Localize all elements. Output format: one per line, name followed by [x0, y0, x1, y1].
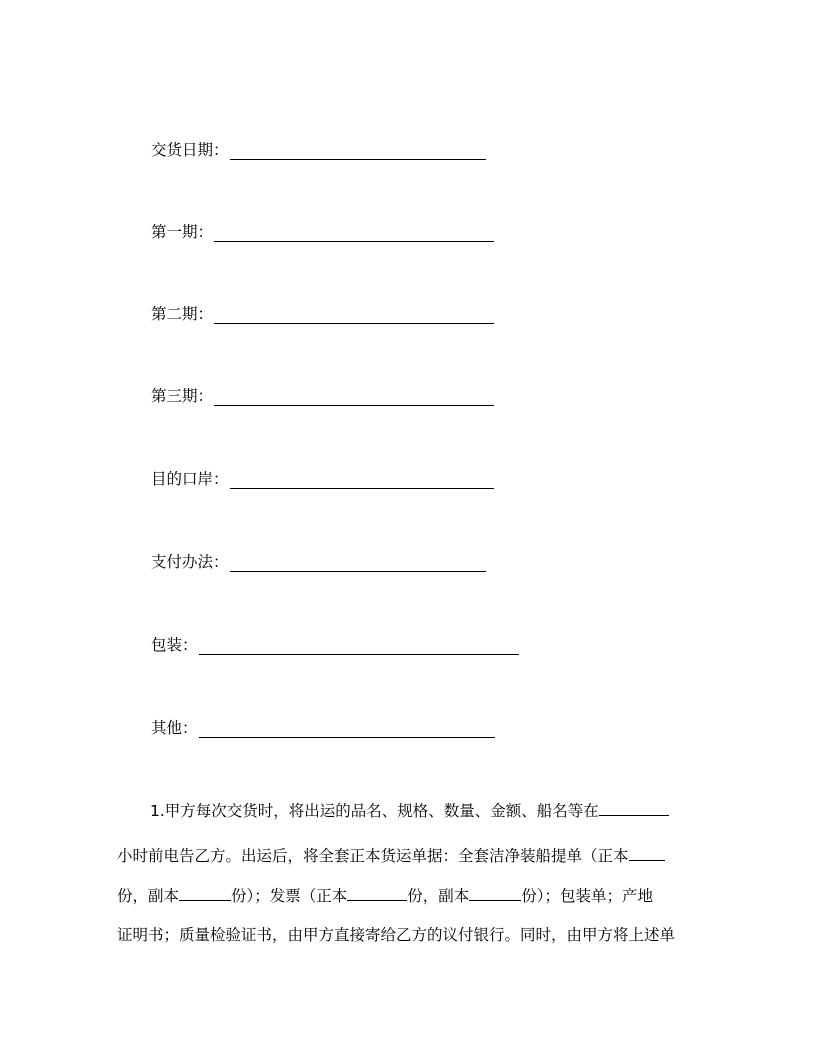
paragraph-line: 证明书；质量检验证书，由甲方直接寄给乙方的议付银行。同时，由甲方将上述单	[117, 926, 676, 944]
field-label: 交货日期：	[151, 141, 229, 159]
field-label: 第一期：	[151, 223, 214, 241]
blank-line[interactable]	[199, 721, 495, 738]
phase-three-field	[151, 382, 494, 406]
packaging-field	[151, 631, 519, 655]
destination-port-field	[151, 465, 494, 489]
field-label: 支付办法：	[151, 553, 229, 571]
paragraph-line: 小时前电告乙方。出运后，将全套正本货运单据：全套洁净装船提单（正本	[117, 845, 665, 866]
blank-line[interactable]	[230, 555, 486, 572]
blank-line[interactable]	[199, 638, 519, 655]
blank-line[interactable]	[214, 307, 494, 324]
blank-line[interactable]	[230, 472, 494, 489]
blank-line[interactable]	[599, 800, 669, 816]
field-label: 包装：	[151, 636, 198, 654]
paragraph-line: 1.甲方每次交货时，将出运的品名、规格、数量、金额、船名等在	[150, 800, 669, 821]
blank-line[interactable]	[230, 143, 486, 160]
blank-line[interactable]	[469, 885, 521, 901]
field-label: 目的口岸：	[151, 470, 229, 488]
field-label: 其他：	[151, 719, 198, 737]
blank-line[interactable]	[347, 885, 407, 901]
blank-line[interactable]	[179, 885, 231, 901]
payment-method-field	[151, 548, 486, 572]
blank-line[interactable]	[214, 389, 494, 406]
phase-one-field	[151, 218, 494, 242]
other-field	[151, 714, 495, 738]
clause-paragraph	[117, 800, 699, 960]
phase-two-field	[151, 300, 494, 324]
delivery-date-field	[151, 136, 486, 160]
field-label: 第三期：	[151, 387, 214, 405]
field-label: 第二期：	[151, 305, 214, 323]
paragraph-line: 份，副本 份）；发票（正本 份，副本 份）；包装单；产地	[117, 887, 654, 905]
blank-line[interactable]	[214, 225, 494, 242]
blank-line[interactable]	[629, 845, 665, 861]
